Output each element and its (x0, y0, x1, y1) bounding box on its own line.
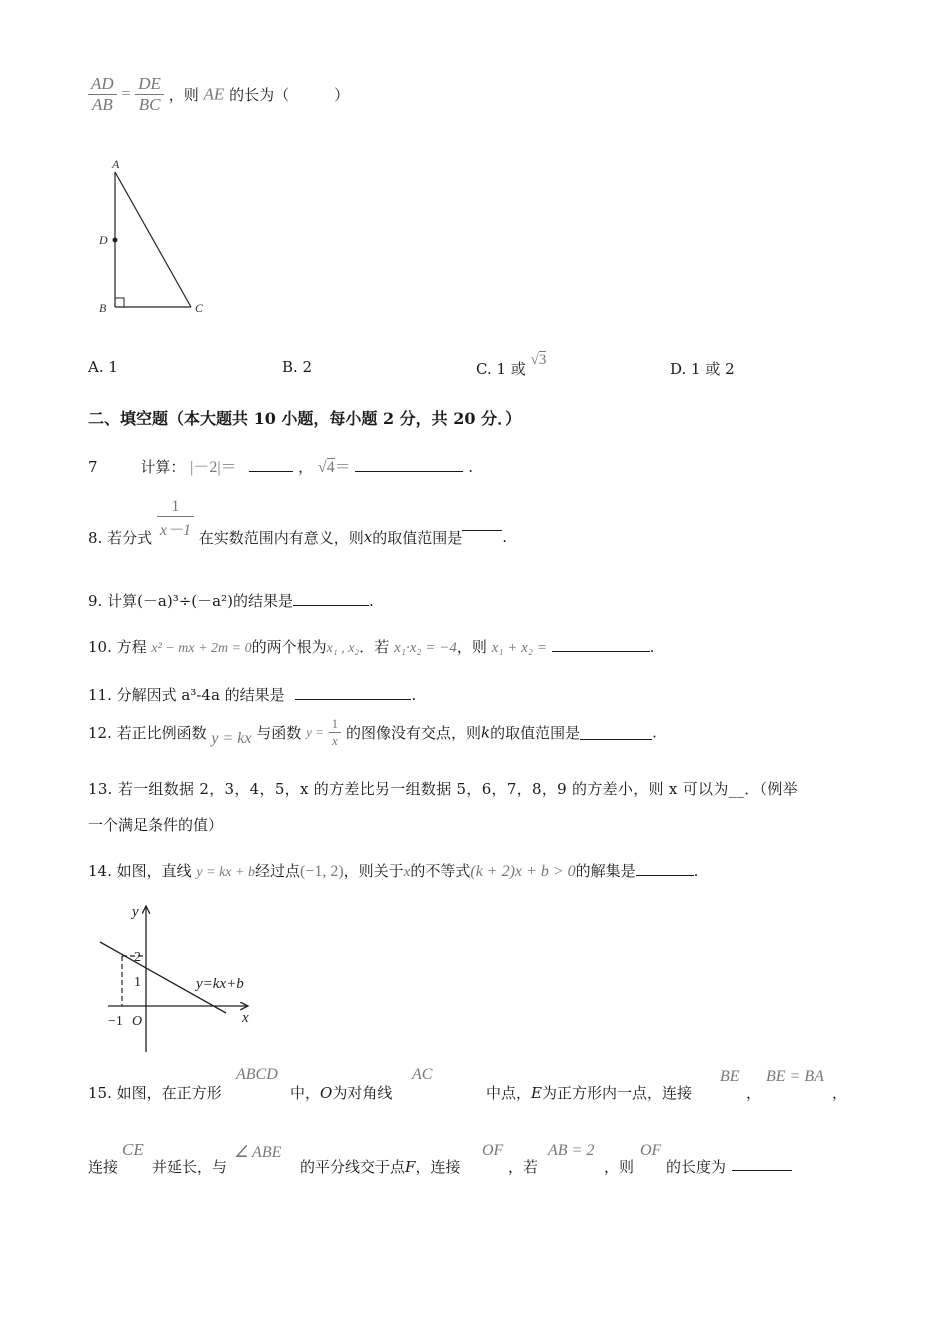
q7-blank-1[interactable] (249, 457, 293, 472)
origin-label: O (132, 1014, 143, 1029)
q11-blank[interactable] (295, 685, 411, 700)
right-angle-mark (115, 298, 124, 307)
question-13-line-2: 一个满足条件的值） (88, 816, 224, 834)
question-13-line-1: 13. 若一组数据 2，3，4，5，x 的方差比另一组数据 5，6，7，8，9 的方差小，则 x 可以为__．（例举 (88, 780, 798, 798)
line-graph-figure (90, 898, 270, 1058)
y-axis-label: y (132, 904, 139, 920)
option-d: D. 1 或 2 (670, 360, 735, 378)
fraction-ad-ab: $\frac{AD}{AB}$ (88, 74, 117, 115)
question-14: 14. 如图，直线 y = kx + b经过点(−1, 2)，则关于x的不等式(k + 2)x + b > 0的解集是 . (88, 862, 699, 880)
fraction-1-over-x: $\frac{1}{x}$ (329, 716, 342, 749)
option-c: C. 1 或 √3 (476, 352, 547, 378)
question-15-line-2: 连接 CE 并延长，与 ∠ ABE 的平分线交于点F，连接 OF ，若 AB = 2 ，则 OF 的长度为 (88, 1140, 858, 1180)
side-ac (115, 172, 191, 307)
tick-label-2: 2 (134, 950, 141, 965)
q8-blank[interactable] (462, 516, 502, 531)
triangle-figure (92, 152, 222, 322)
q7-blank-2[interactable] (355, 457, 463, 472)
q6-condition: $\frac{AD}{AB}$ = $\frac{DE}{BC}$ ，则 AE 的长为（ ） (88, 74, 349, 115)
question-12: 12. 若正比例函数 y = kx 与函数 y = $\frac{1}{x}$ 的图像没有交点，则k的取值范围是 . (88, 716, 657, 748)
question-7: 7 计算： |－2|＝ ， √4＝ . (88, 458, 474, 476)
q10-blank[interactable] (552, 637, 650, 652)
question-10: 10. 方程 x² − mx + 2m = 0的两个根为x₁ , x₂．若 x₁·x₂ = −4，则 x₁ + x₂ = . (88, 638, 655, 656)
x-axis-label: x (242, 1010, 249, 1026)
label-b: B (99, 301, 107, 315)
label-d: D (99, 233, 108, 247)
fraction-de-bc: $\frac{DE}{BC}$ (135, 74, 164, 115)
point-d (113, 238, 118, 243)
question-11: 11. 分解因式 a³-4a 的结果是 . (88, 686, 417, 704)
option-b: B. 2 (282, 358, 313, 376)
q15-blank[interactable] (732, 1156, 792, 1171)
option-a: A. 1 (88, 358, 118, 376)
q14-blank[interactable] (636, 861, 694, 876)
label-c: C (195, 301, 204, 315)
q9-blank[interactable] (293, 591, 369, 606)
sqrt-three: √3 (530, 352, 547, 368)
section-title: 二、填空题（本大题共 10 小题，每小题 2 分，共 20 分．） (88, 409, 522, 428)
q12-blank[interactable] (580, 725, 652, 740)
line-label: y=kx+b (196, 976, 244, 992)
question-15-line-1: 15. 如图，在正方形 ABCD 中，O为对角线 AC 中点，E为正方形内一点，连接 BE ， BE = BA ， (88, 1066, 848, 1102)
tick-label-neg1: −1 (108, 1014, 123, 1029)
label-a: A (112, 157, 120, 171)
fraction-1-over-x-minus-1: $\frac{1}{x-1}$ (157, 498, 194, 540)
tick-label-1: 1 (134, 975, 141, 990)
sqrt-four: √4＝ (317, 459, 351, 476)
question-8: 8. 若分式 $\frac{1}{x-1}$ 在实数范围内有意义，则x的取值范围是 . (88, 498, 508, 547)
question-9: 9. 计算(－a)³÷(－a²)的结果是 . (88, 592, 374, 610)
